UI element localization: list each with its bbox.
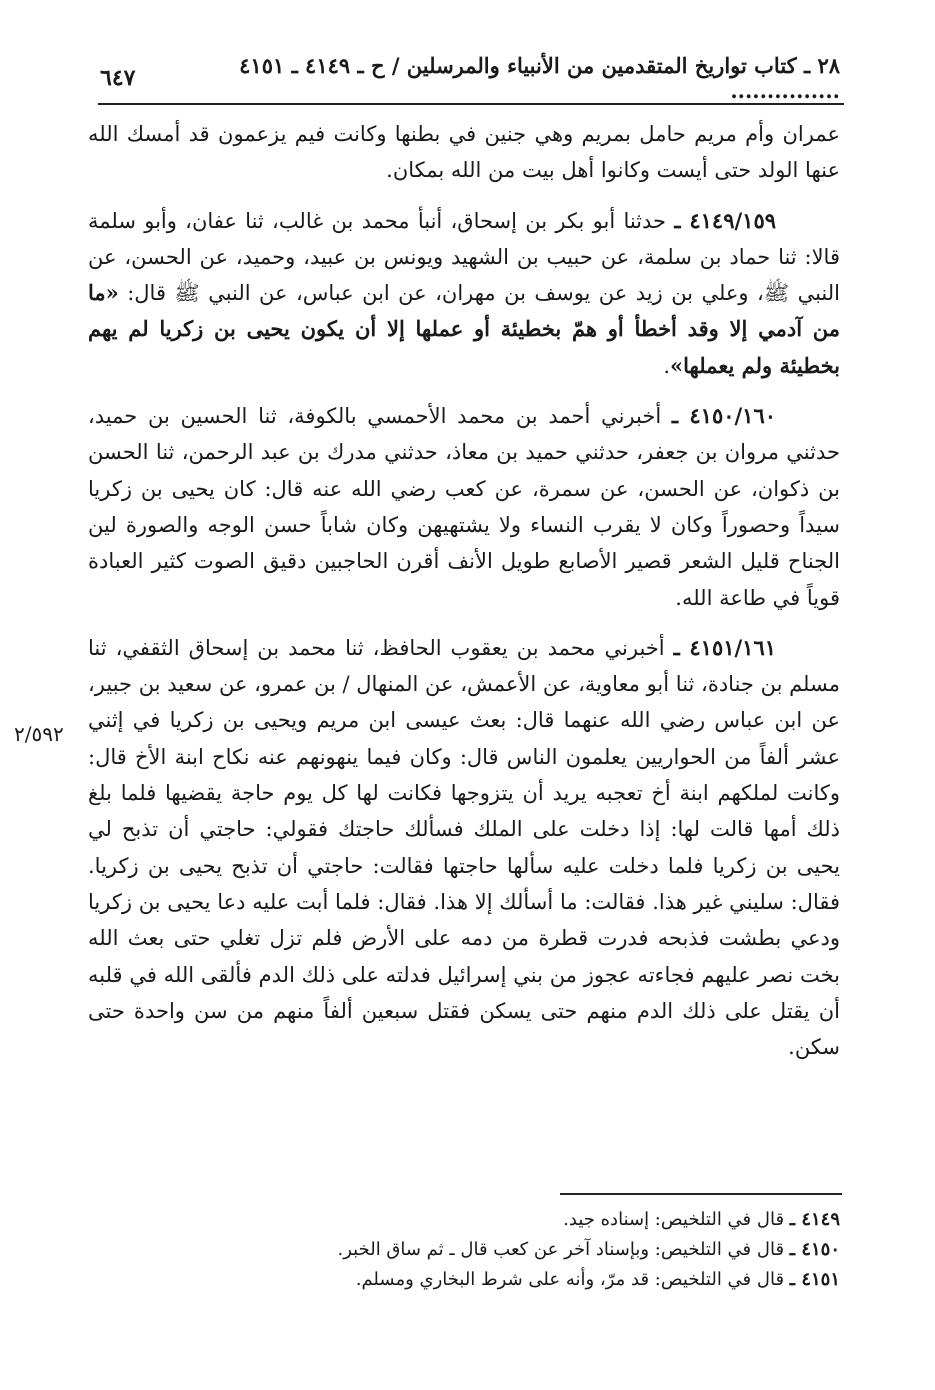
- footnote-4151: [200, 1265, 840, 1295]
- page-header: [100, 53, 840, 103]
- running-title: ٢٨ ـ كتاب تواريخ المتقدمين من الأنبياء والمرسلين / ح ـ ٤١٤٩ ـ ٤١٥١ ...............: [239, 53, 840, 103]
- hadith-4150: [88, 398, 840, 616]
- page-number: ٦٤٧: [100, 65, 136, 91]
- hadith-tail: .: [663, 353, 671, 378]
- footnote-4149: [200, 1205, 840, 1235]
- main-text: [88, 116, 840, 1079]
- footnote-number: ٤١٤٩ ـ: [789, 1209, 840, 1230]
- footnote-4150: [200, 1235, 840, 1265]
- footnote-number: ٤١٥٠ ـ: [789, 1239, 840, 1260]
- footnote-text: قال في التلخيص: إسناده جيد.: [563, 1209, 790, 1230]
- hadith-4149: [88, 203, 840, 384]
- footnotes: [200, 1205, 840, 1295]
- hadith-text: أخبرني أحمد بن محمد الأحمسي بالكوفة، ثنا الحسين بن حميد، حدثني مروان بن جعفر، حدثني حميد بن معاذ، حدثني مدرك بن عبد الرحمن، ثنا الحسن بن ذكوان، عن الحسن، عن سمرة، عن كعب رضي الله عنه قال: كان يحيى بن زكريا سيداً وحصوراً وكان لا يقرب النساء ولا يشتهيهن وكان شاباً حسن الوجه والصورة لين الجناح قليل الشعر قصير الأصابع طويل الأنف أقرن الحاجبين دقيق الصوت كثير العبادة قوياً في طاعة الله.: [88, 404, 840, 610]
- hadith-text: أخبرني محمد بن يعقوب الحافظ، ثنا محمد بن إسحاق الثقفي، ثنا مسلم بن جنادة، ثنا أبو معاوية، عن الأعمش، عن المنهال / بن عمرو، عن سعيد بن جبير، عن ابن عباس رضي الله عنهما قال: بعث عيسى ابن مريم ويحيى بن زكريا في إثني عشر ألفاً من الحواريين يعلمون الناس قال: وكان فيما ينهونهم عنه نكاح ابنة الأخ قال: وكانت لملكهم ابنة أخ تعجبه يريد أن يتزوجها فكانت لها كل يوم حاجة يقضيها فلما بلغ ذلك أمها قالت لها: إذا دخلت على الملك فسألك حاجتك فقولي: حاجتي أن تذبح لي يحيى بن زكريا فلما دخلت عليه سألها حاجتها فقالت: حاجتي أن تذبح يحيى بن زكريا. فقال: سليني غير هذا. فقالت: ما أسألك إلا هذا. فقال: فلما أبت عليه دعا يحيى بن زكريا ودعي بطشت فذبحه فدرت قطرة من دمه على الأرض فلم تزل تغلي حتى بعث الله بخت نصر عليهم فجاءته عجوز من بني إسرائيل فدلته على ذلك الدم فألقى الله في قلبه أن يقتل على ذلك الدم منهم حتى يسكن فقتل سبعين ألفاً منهم من سن واحدة حتى سكن.: [88, 635, 840, 1060]
- hadith-number: ٤١٥١/١٦١ ـ: [673, 634, 777, 660]
- paragraph-text: عمران وأم مريم حامل بمريم وهي جنين في بطنها وكانت فيم يزعمون قد أمسك الله عنها الولد حتى أيست وكانوا أهل بيت من الله بمكان.: [88, 122, 840, 183]
- hadith-4151: [88, 630, 840, 1066]
- hadith-quote: «ما من آدمي إلا وقد أخطأ أو همّ بخطيئة أو عملها إلا أن يكون يحيى بن زكريا لم يهم بخطيئة ولم يعملها»: [88, 280, 840, 378]
- hadith-number: ٤١٥٠/١٦٠ ـ: [671, 403, 777, 429]
- footnote-text: قال في التلخيص: وبإسناد آخر عن كعب قال ـ ثم ساق الخبر.: [337, 1239, 790, 1260]
- margin-page-reference: ٢/٥٩٢: [14, 722, 64, 746]
- footnote-text: قال في التلخيص: قد مرّ، وأنه على شرط البخاري ومسلم.: [355, 1269, 790, 1290]
- paragraph-continuation: [88, 116, 840, 189]
- header-rule: [98, 103, 844, 105]
- hadith-number: ٤١٤٩/١٥٩ ـ: [674, 207, 776, 233]
- hadith-text: حدثنا أبو بكر بن إسحاق، أنبأ محمد بن غالب، ثنا عفان، وأبو سلمة قالا: ثنا حماد بن سلمة، عن حبيب بن الشهيد ويونس بن عبيد، وحميد، عن الحسن، عن النبي ﷺ، وعلي بن زيد عن يوسف بن مهران، عن ابن عباس، عن النبي ﷺ قال:: [88, 208, 840, 306]
- footnote-rule: [560, 1193, 842, 1195]
- footnote-number: ٤١٥١ ـ: [789, 1269, 840, 1290]
